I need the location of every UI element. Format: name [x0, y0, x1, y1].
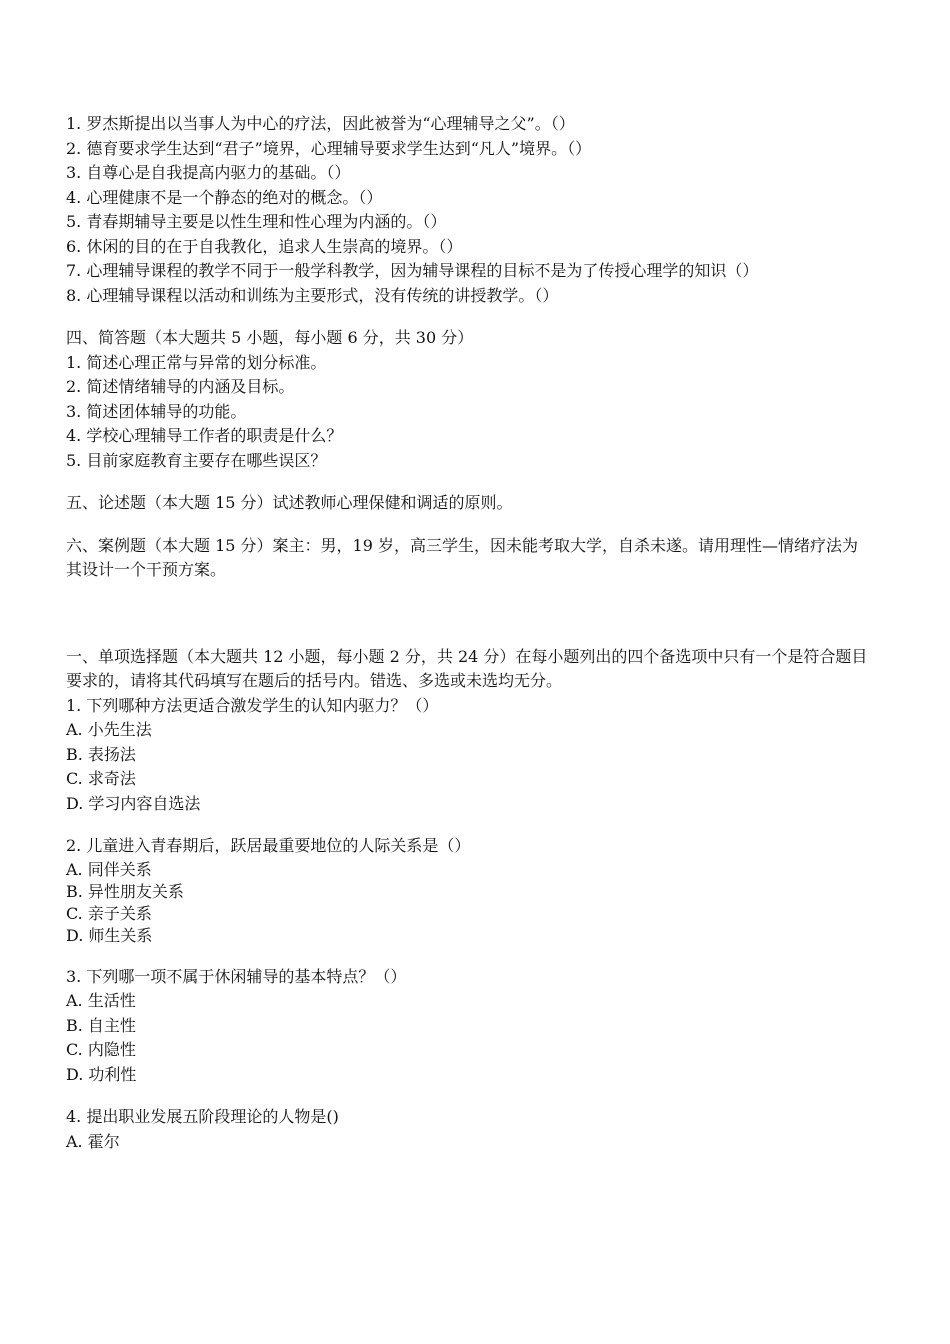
- question-3-option-c: C. 内隐性: [66, 1040, 136, 1059]
- judgement-item-1: 1. 罗杰斯提出以当事人为中心的疗法，因此被誉为“心理辅导之父”。（）: [66, 114, 575, 133]
- question-1: [66, 694, 872, 817]
- question-4-stem: 4. 提出职业发展五阶段理论的人物是(): [66, 1107, 339, 1126]
- question-3-stem: 3. 下列哪一项不属于休闲辅导的基本特点？（）: [66, 966, 407, 986]
- question-2-option-d: D. 师生关系: [66, 925, 153, 945]
- judgement-item-7: 7. 心理辅导课程的教学不同于一般学科教学，因为辅导课程的目标不是为了传授心理学的知识（）: [66, 261, 759, 280]
- judgement-item-8: 8. 心理辅导课程以活动和训练为主要形式，没有传统的讲授教学。（）: [66, 285, 559, 305]
- question-3-option-a: A. 生活性: [66, 991, 136, 1010]
- case-question: 六、案例题（本大题 15 分）案主：男，19 岁，高三学生，因未能考取大学，自杀未遂。请用理性—情绪疗法为其设计一个干预方案。: [66, 535, 858, 579]
- judgement-item-2: 2. 德育要求学生达到“君子”境界，心理辅导要求学生达到“凡人”境界。（）: [66, 138, 592, 158]
- single-choice-heading: 一、单项选择题（本大题共 12 小题，每小题 2 分，共 24 分）在每小题列出的四个备选项中只有一个是符合题目要求的，请将其代码填写在题后的括号内。错选、多选或未选均无分。: [66, 646, 868, 690]
- question-3-option-b: B. 自主性: [66, 1015, 136, 1035]
- question-1-option-b: B. 表扬法: [66, 744, 136, 764]
- question-1-option-c: C. 求奇法: [66, 769, 136, 788]
- judgement-section: [66, 112, 872, 308]
- judgement-item-5: 5. 青春期辅导主要是以性生理和性心理为内涵的。（）: [66, 212, 447, 231]
- short-answer-section: [66, 326, 872, 473]
- question-3-option-d: D. 功利性: [66, 1064, 137, 1084]
- short-answer-item-4: 4. 学校心理辅导工作者的职责是什么？: [66, 426, 343, 445]
- short-answer-item-1: 1. 简述心理正常与异常的划分标准。: [66, 352, 327, 372]
- question-1-stem: 1. 下列哪种方法更适合激发学生的认知内驱力？（）: [66, 695, 439, 715]
- short-answer-item-5: 5. 目前家庭教育主要存在哪些误区？: [66, 450, 327, 470]
- question-1-option-a: A. 小先生法: [66, 720, 152, 739]
- single-choice-section: [66, 645, 872, 1155]
- question-2-option-c: C. 亲子关系: [66, 903, 152, 923]
- question-2-option-b: B. 异性朋友关系: [66, 881, 184, 901]
- document-page: [66, 112, 872, 1154]
- essay-question: 五、论述题（本大题 15 分）试述教师心理保健和调适的原则。: [66, 493, 513, 512]
- short-answer-item-3: 3. 简述团体辅导的功能。: [66, 401, 247, 421]
- short-answer-item-2: 2. 简述情绪辅导的内涵及目标。: [66, 377, 295, 396]
- question-1-option-d: D. 学习内容自选法: [66, 793, 201, 813]
- question-3: [66, 965, 872, 1088]
- question-2-stem: 2. 儿童进入青春期后，跃居最重要地位的人际关系是（）: [66, 836, 471, 855]
- question-2: [66, 834, 872, 947]
- question-2-option-a: A. 同伴关系: [66, 859, 152, 879]
- judgement-item-6: 6. 休闲的目的在于自我教化，追求人生崇高的境界。（）: [66, 236, 463, 256]
- question-4: [66, 1105, 872, 1154]
- judgement-item-3: 3. 自尊心是自我提高内驱力的基础。（）: [66, 163, 351, 182]
- short-answer-heading: 四、简答题（本大题共 5 小题，每小题 6 分，共 30 分）: [66, 328, 474, 347]
- question-4-option-a: A. 霍尔: [66, 1131, 120, 1151]
- judgement-item-4: 4. 心理健康不是一个静态的绝对的概念。（）: [66, 187, 383, 207]
